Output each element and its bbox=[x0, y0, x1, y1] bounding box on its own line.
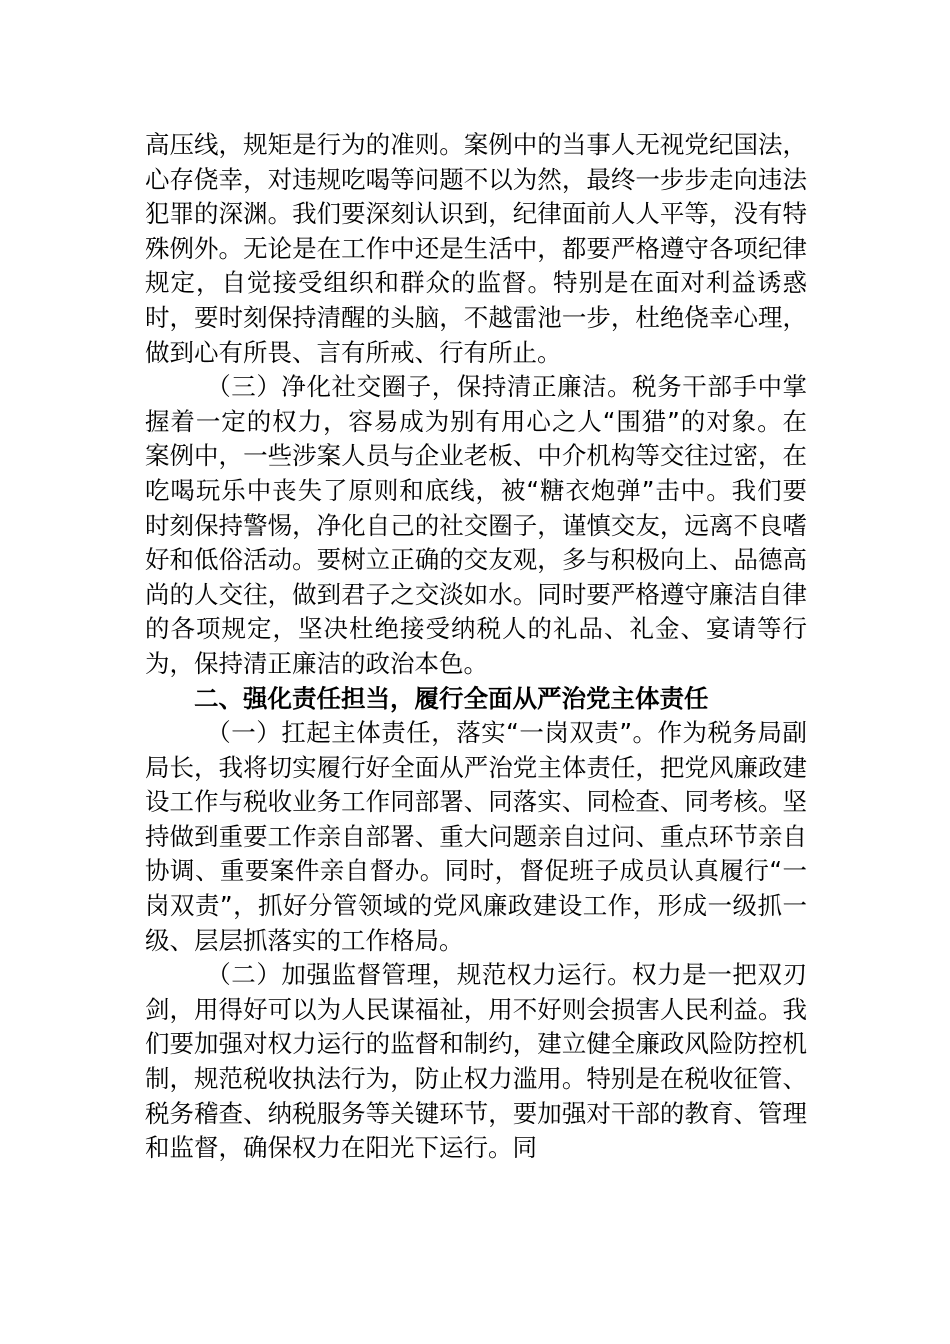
body-paragraph: （二）加强监督管理，规范权力运行。权力是一把双刃剑，用得好可以为人民谋福祉，用不好则会损害人民利益。我们要加强对权力运行的监督和制约，建立健全廉政风险防控机制，规范税收执法行为，防止权力滥用。特别是在税收征管、税务稽查、纳税服务等关键环节，要加强对干部的教育、管理和监督，确保权力在阳光下运行。同 bbox=[145, 960, 807, 1163]
body-paragraph: 高压线，规矩是行为的准则。案例中的当事人无视党纪国法，心存侥幸，对违规吃喝等问题不以为然，最终一步步走向违法犯罪的深渊。我们要深刻认识到，纪律面前人人平等，没有特殊例外。无论是在工作中还是生活中，都要严格遵守各项纪律规定，自觉接受组织和群众的监督。特别是在面对利益诱惑时，要时刻保持清醒的头脑，不越雷池一步，杜绝侥幸心理，做到心有所畏、言有所戒、行有所止。 bbox=[145, 130, 807, 367]
document-page bbox=[145, 128, 807, 1166]
section-heading: 二、强化责任担当，履行全面从严治党主体责任 bbox=[194, 683, 709, 713]
body-paragraph: （一）扛起主体责任，落实“一岗双责”。作为税务局副局长，我将切实履行好全面从严治党主体责任，把党风廉政建设工作与税收业务工作同部署、同落实、同检查、同考核。坚持做到重要工作亲自部署、重大问题亲自过问、重点环节亲自协调、重要案件亲自督办。同时，督促班子成员认真履行“一岗双责”，抓好分管领域的党风廉政建设工作，形成一级抓一级、层层抓落实的工作格局。 bbox=[145, 718, 807, 955]
body-paragraph: （三）净化社交圈子，保持清正廉洁。税务干部手中掌握着一定的权力，容易成为别有用心之人“围猎”的对象。在案例中，一些涉案人员与企业老板、中介机构等交往过密，在吃喝玩乐中丧失了原则和底线，被“糖衣炮弹”击中。我们要时刻保持警惕，净化自己的社交圈子，谨慎交友，远离不良嗜好和低俗活动。要树立正确的交友观，多与积极向上、品德高尚的人交往，做到君子之交淡如水。同时要严格遵守廉洁自律的各项规定，坚决杜绝接受纳税人的礼品、礼金、宴请等行为，保持清正廉洁的政治本色。 bbox=[145, 372, 807, 678]
